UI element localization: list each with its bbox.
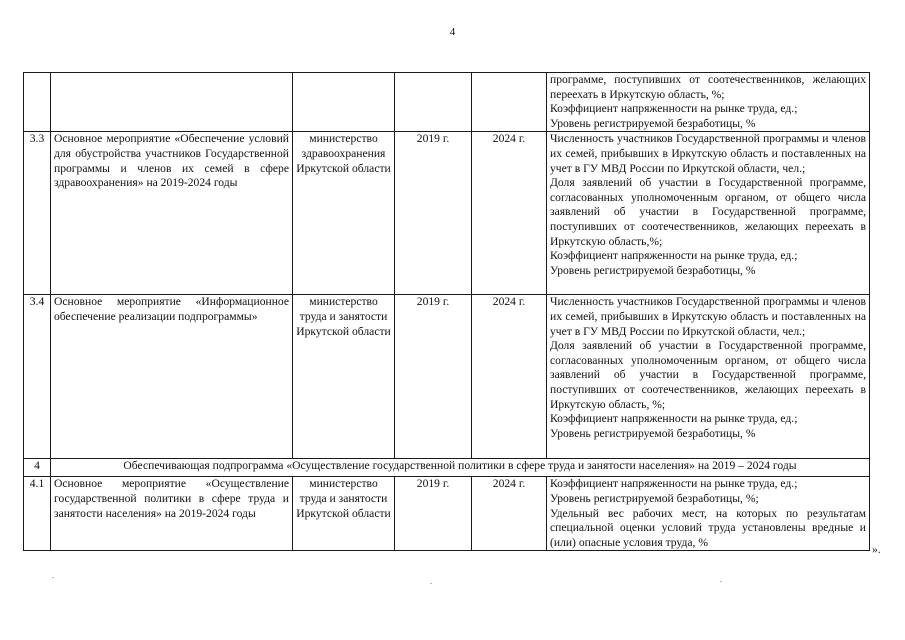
measures-table <box>23 72 870 551</box>
indicator-item: программе, поступивших от соотечественников, желающих переехать в Иркутскую область, %; <box>550 73 866 101</box>
indicator-item: Численность участников Государственной программы и членов их семей, прибывших в Иркутскую область и поставленных на учет в ГУ МВД России по Иркутской области, чел.; <box>550 132 866 175</box>
indicators-cell <box>547 73 870 132</box>
responsible-executor: министерство здравоохранения Иркутской области <box>293 132 395 295</box>
page-number: 4 <box>449 26 456 38</box>
section-title: Обеспечивающая подпрограмма «Осуществление государственной политики в сфере труда и занятости населения» на 2019 – 2024 годы <box>51 459 870 477</box>
start-year: 2019 г. <box>395 477 472 551</box>
end-year: 2024 г. <box>472 295 547 459</box>
indicators-cell <box>547 132 870 295</box>
end-year: 2024 г. <box>472 132 547 295</box>
indicator-item: Уровень регистрируемой безработицы, % <box>550 263 756 277</box>
start-year <box>395 73 472 132</box>
measure-name: Основное мероприятие «Информационное обеспечение реализации подпрограммы» <box>51 295 293 459</box>
table-row <box>24 477 870 551</box>
end-year <box>472 73 547 132</box>
indicators-cell <box>547 477 870 551</box>
table-row <box>24 132 870 295</box>
scan-speck <box>720 581 722 582</box>
responsible-executor: министерство труда и занятости Иркутской области <box>293 477 395 551</box>
section-number: 4 <box>24 459 51 477</box>
indicator-item: Уровень регистрируемой безработицы, % <box>550 116 756 130</box>
indicators-cell <box>547 295 870 459</box>
row-number <box>24 73 51 132</box>
scan-speck <box>52 577 54 578</box>
table-row <box>24 295 870 459</box>
measure-name <box>51 73 293 132</box>
indicator-item: Коэффициент напряженности на рынке труда, ед.; <box>550 249 798 263</box>
responsible-executor: министерство труда и занятости Иркутской области <box>293 295 395 459</box>
indicator-item: Доля заявлений об участии в Государственной программе, согласованных уполномоченным органом, от общего числа заявлений об участии в Государственной программе, поступивших от соотечественников, желающих переехать в Иркутскую область,%; <box>550 176 866 248</box>
row-number: 3.4 <box>24 295 51 459</box>
indicator-item: Численность участников Государственной программы и членов их семей, прибывших в Иркутскую область и поставленных на учет в ГУ МВД России по Иркутской области, чел.; <box>550 295 866 338</box>
end-year: 2024 г. <box>472 477 547 551</box>
indicator-item: Уровень регистрируемой безработицы, % <box>550 426 756 440</box>
table-row <box>24 73 870 132</box>
start-year: 2019 г. <box>395 295 472 459</box>
measure-name: Основное мероприятие «Обеспечение условий для обустройства участников Государственной программы и членов их семей в сфере здравоохранения» на 2019-2024 годы <box>51 132 293 295</box>
row-number: 4.1 <box>24 477 51 551</box>
indicator-item: Коэффициент напряженности на рынке труда, ед.; <box>550 102 798 116</box>
section-row <box>24 459 870 477</box>
row-number: 3.3 <box>24 132 51 295</box>
indicator-item: Коэффициент напряженности на рынке труда, ед.; <box>550 412 798 426</box>
indicator-item: Коэффициент напряженности на рынке труда, ед.; <box>550 477 798 491</box>
start-year: 2019 г. <box>395 132 472 295</box>
indicator-item: Уровень регистрируемой безработицы, %; <box>550 491 759 505</box>
responsible-executor <box>293 73 395 132</box>
closing-quote-mark: ». <box>872 543 881 556</box>
scan-speck <box>430 583 432 584</box>
measure-name: Основное мероприятие «Осуществление государственной политики в сфере труда и занятости населения» на 2019-2024 годы <box>51 477 293 551</box>
indicator-item: Доля заявлений об участии в Государственной программе, согласованных уполномоченным органом, от общего числа заявлений об участии в Государственной программе, поступивших от соотечественников, желающих переехать в Иркутскую область, %; <box>550 339 866 411</box>
indicator-item: Удельный вес рабочих мест, на которых по результатам специальной оценки условий труда установлены вредные и (или) опасные условия труда, % <box>550 506 866 549</box>
